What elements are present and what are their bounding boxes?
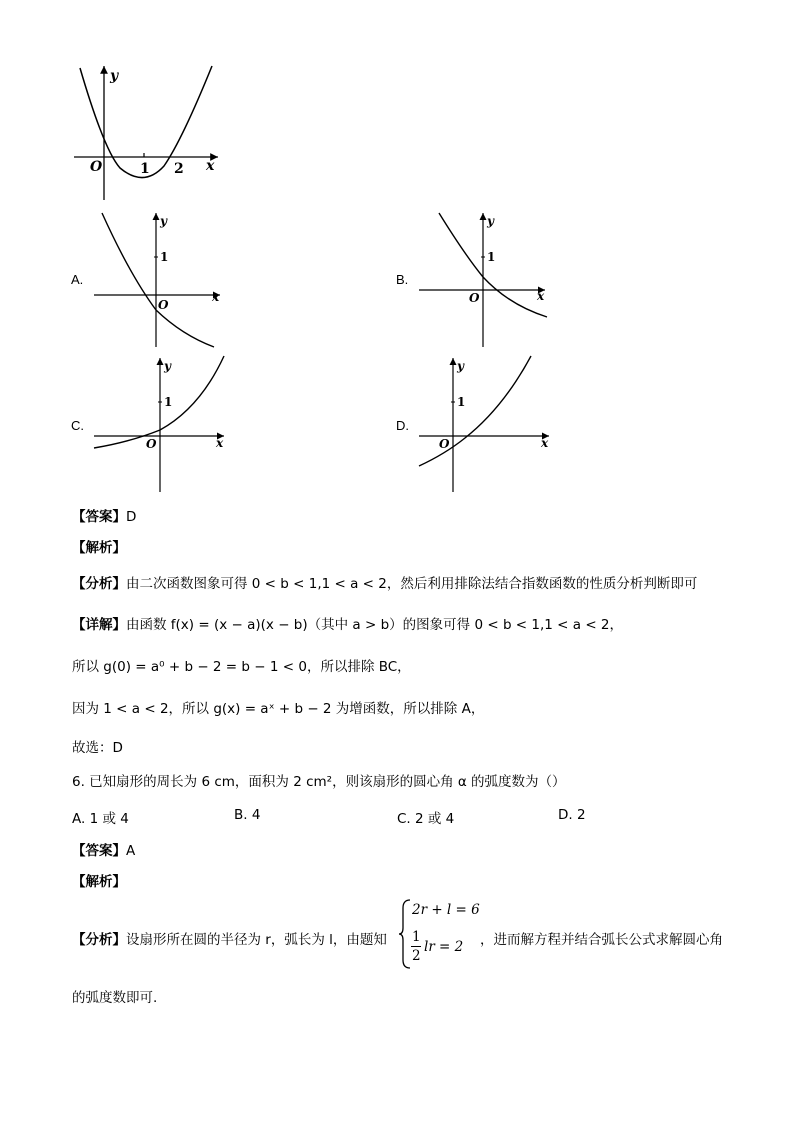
system-eq-2-num: 1 — [412, 929, 421, 945]
svg-text:O: O — [439, 437, 450, 451]
system-eq-2-rest: lr = 2 — [424, 939, 464, 955]
svg-text:x: x — [541, 436, 549, 450]
fraction-bar — [411, 946, 421, 947]
svg-text:O: O — [146, 437, 157, 451]
option-a-curve — [102, 213, 214, 347]
system-brace — [398, 898, 412, 970]
q5-detail-4: 故选：D — [72, 740, 123, 756]
svg-text:y: y — [164, 359, 171, 373]
svg-text:x: x — [212, 290, 220, 304]
q6-option-d[interactable]: D. 2 — [558, 807, 586, 823]
svg-text:O: O — [158, 298, 169, 312]
q5-detail-1: 【详解】由函数 f(x) = (x − a)(x − b)（其中 a > b）的图象可得 0 < b < 1,1 < a < 2， — [72, 617, 624, 633]
y-label: y — [110, 68, 119, 84]
q6-fenxi-post: ，进而解方程并结合弧长公式求解圆心角 — [480, 932, 723, 948]
svg-text:x: x — [537, 289, 545, 303]
svg-text:1: 1 — [160, 250, 169, 264]
q6-answer: 【答案】A — [72, 843, 136, 859]
q5-answer: 【答案】D — [72, 509, 137, 525]
q6-option-c[interactable]: C. 2 或 4 — [397, 811, 455, 827]
svg-text:y: y — [457, 359, 464, 373]
svg-text:1: 1 — [164, 395, 173, 409]
svg-text:y: y — [160, 214, 167, 228]
q6-fenxi-pre: 【分析】设扇形所在圆的半径为 r，弧长为 l，由题知 — [72, 932, 387, 948]
system-eq-1: 2r + l = 6 — [412, 902, 480, 918]
system-eq-2-den: 2 — [412, 948, 421, 964]
q5-detail-3: 因为 1 < a < 2，所以 g(x) = aˣ + b − 2 为增函数，所以排除 A， — [72, 701, 485, 717]
q6-option-b[interactable]: B. 4 — [234, 807, 261, 823]
x-label: x — [206, 158, 215, 174]
q5-fenxi: 【分析】由二次函数图象可得 0 < b < 1,1 < a < 2，然后利用排除法结合指数函数的性质分析判断即可 — [72, 576, 698, 592]
option-b-curve — [439, 213, 547, 317]
option-a-letter: A. — [71, 272, 84, 287]
option-c-graph — [90, 350, 230, 495]
option-d-graph — [415, 350, 555, 495]
svg-text:x: x — [216, 436, 224, 450]
svg-text:O: O — [469, 291, 480, 305]
option-d-curve — [419, 356, 531, 466]
q5-analysis-heading: 【解析】 — [72, 540, 126, 556]
option-b-graph — [415, 205, 555, 350]
q6-fenxi-end: 的弧度数即可. — [72, 990, 158, 1006]
tick-2-label: 2 — [174, 161, 184, 177]
option-b-letter: B. — [396, 272, 409, 287]
option-c-letter: C. — [71, 418, 84, 433]
option-d-letter: D. — [396, 418, 409, 433]
quadratic-graph — [60, 60, 230, 205]
q6-stem: 6. 已知扇形的周长为 6 cm，面积为 2 cm²，则该扇形的圆心角 α 的弧度数为（） — [72, 774, 566, 790]
svg-text:y: y — [487, 214, 494, 228]
option-a-graph — [90, 205, 230, 350]
svg-text:1: 1 — [487, 250, 496, 264]
origin-label: O — [90, 159, 103, 175]
tick-1-label: 1 — [140, 161, 150, 177]
q6-analysis-heading: 【解析】 — [72, 874, 126, 890]
q5-detail-2: 所以 g(0) = a⁰ + b − 2 = b − 1 < 0，所以排除 BC， — [72, 659, 411, 675]
q6-option-a[interactable]: A. 1 或 4 — [72, 811, 129, 827]
svg-text:1: 1 — [457, 395, 466, 409]
